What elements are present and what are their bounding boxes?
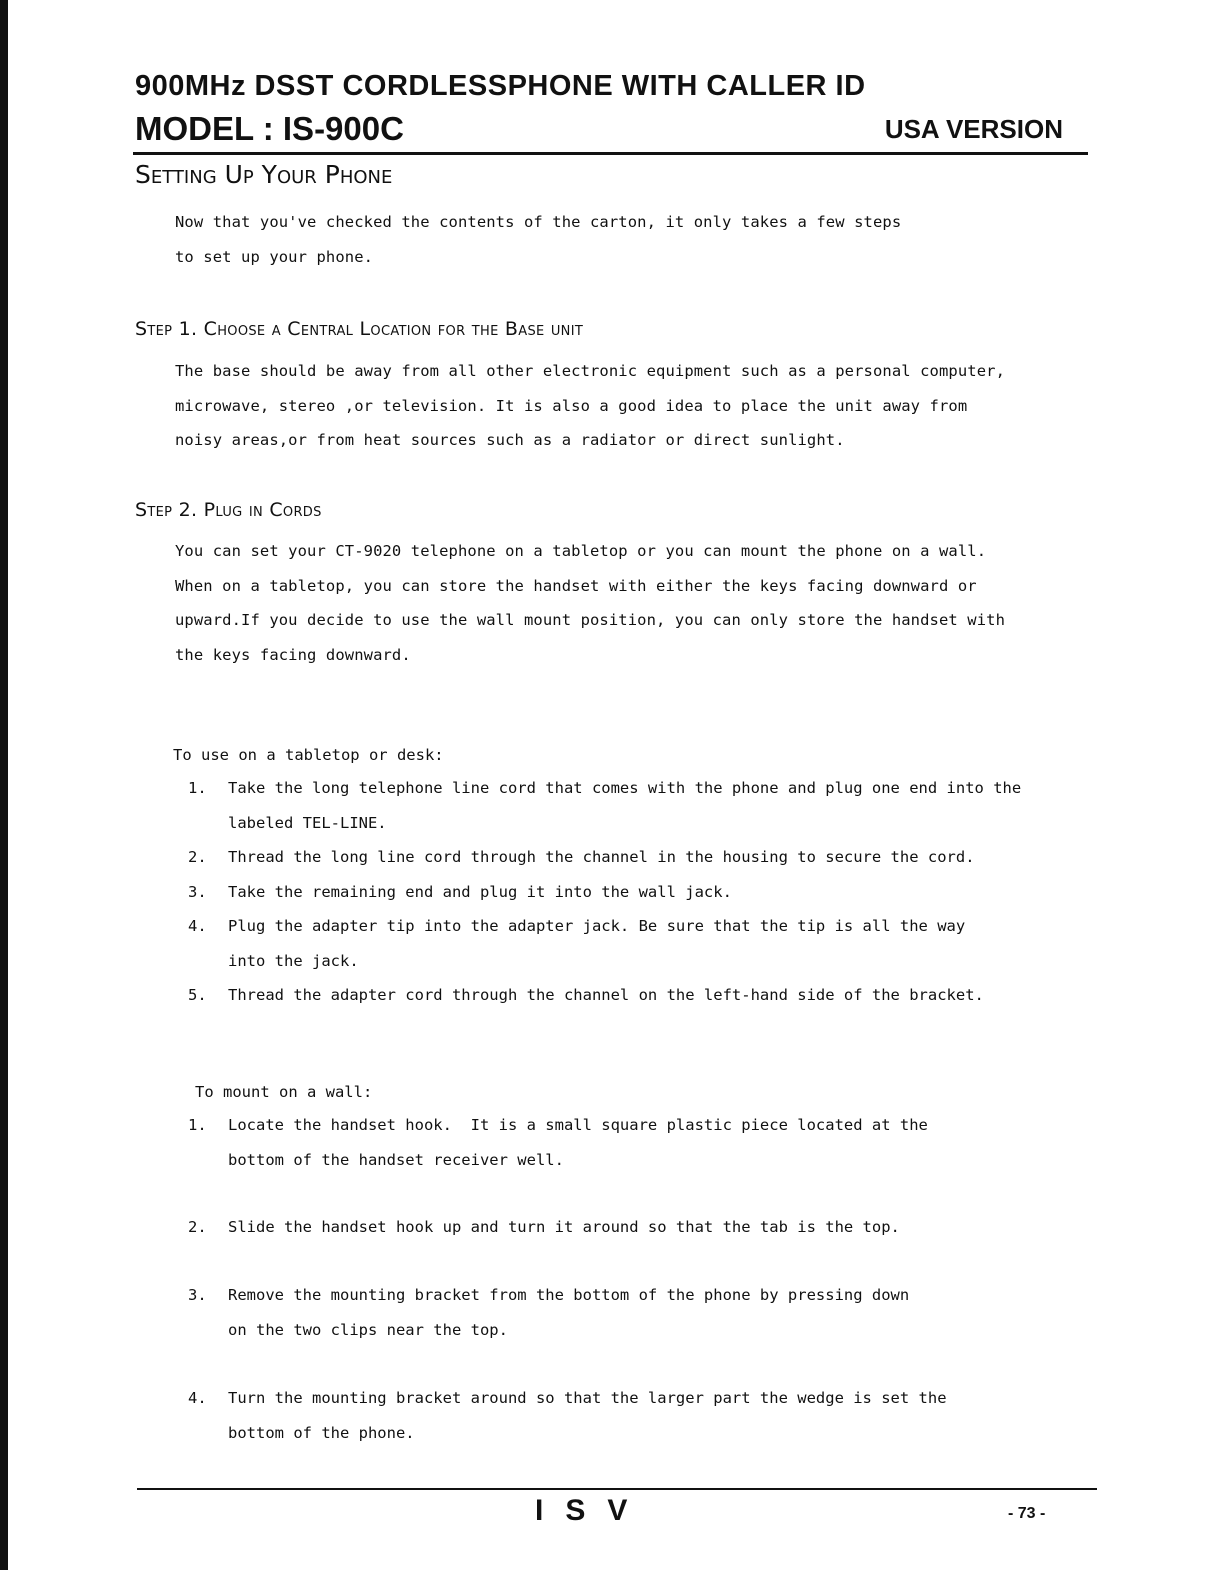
step1-heading: Step 1. Choose a Central Location for the Base unit	[135, 318, 584, 340]
tabletop-heading: To use on a tabletop or desk:	[173, 746, 444, 764]
wall-item-3	[188, 1278, 909, 1347]
list-item: 3. Remove the mounting bracket from the bottom of the phone by pressing down on the two clips near the top.	[188, 1286, 910, 1339]
model-title: MODEL : IS-900C	[135, 110, 404, 147]
tabletop-list	[188, 771, 1021, 1013]
intro-paragraph	[175, 205, 901, 274]
wall-item-4	[188, 1381, 947, 1450]
list-item: 1. Locate the handset hook. It is a small square plastic piece located at the bottom of the handset receiver well.	[188, 1116, 928, 1169]
list-item: 4. Plug the adapter tip into the adapter jack. Be sure that the tip is all the way into the jack.	[188, 917, 966, 970]
section-heading: Setting Up Your Phone	[135, 160, 393, 189]
list-item: 3. Take the remaining end and plug it into the wall jack.	[188, 882, 732, 901]
document-title: 900MHz DSST CORDLESSPHONE WITH CALLER ID	[135, 70, 866, 102]
step1-line: noisy areas,or from heat sources such as a radiator or direct sunlight.	[175, 431, 845, 449]
intro-line: Now that you've checked the contents of the carton, it only takes a few steps	[175, 213, 902, 231]
list-item: 2. Slide the handset hook up and turn it around so that the tab is the top.	[188, 1218, 900, 1236]
page-number: - 73 -	[1008, 1505, 1046, 1522]
footer-brand: ISV	[535, 1494, 650, 1527]
step1-line: microwave, stereo ,or television. It is also a good idea to place the unit away from	[175, 396, 968, 415]
list-item: 5. Thread the adapter cord through the channel on the left-hand side of the bracket.	[188, 986, 984, 1004]
step2-paragraph	[175, 534, 1005, 672]
footer-divider	[137, 1488, 1097, 1490]
list-item: 2. Thread the long line cord through the channel in the housing to secure the cord.	[188, 848, 975, 866]
wall-item-2	[188, 1210, 900, 1245]
step1-line: The base should be away from all other electronic equipment such as a personal computer,	[175, 362, 1005, 380]
step2-line: When on a tabletop, you can store the handset with either the keys facing downward or	[175, 576, 977, 595]
step2-line: You can set your CT-9020 telephone on a tabletop or you can mount the phone on a wall.	[175, 542, 987, 560]
step2-line: upward.If you decide to use the wall mount position, you can only store the handset with	[175, 611, 1005, 629]
list-item: 4. Turn the mounting bracket around so that the larger part the wedge is set the bottom of the phone.	[188, 1389, 947, 1442]
step2-line: the keys facing downward.	[175, 645, 411, 664]
wall-heading: To mount on a wall:	[195, 1083, 373, 1101]
version-label: USA VERSION	[884, 114, 1063, 144]
left-margin-bar	[0, 0, 8, 1570]
header-divider	[133, 152, 1088, 155]
step1-paragraph	[175, 354, 1005, 458]
wall-item-1	[188, 1108, 928, 1177]
list-item: 1. Take the long telephone line cord that comes with the phone and plug one end into the labeled TEL-LINE.	[188, 779, 1022, 832]
intro-line: to set up your phone.	[175, 247, 374, 266]
step2-heading: Step 2. Plug in Cords	[135, 499, 322, 521]
